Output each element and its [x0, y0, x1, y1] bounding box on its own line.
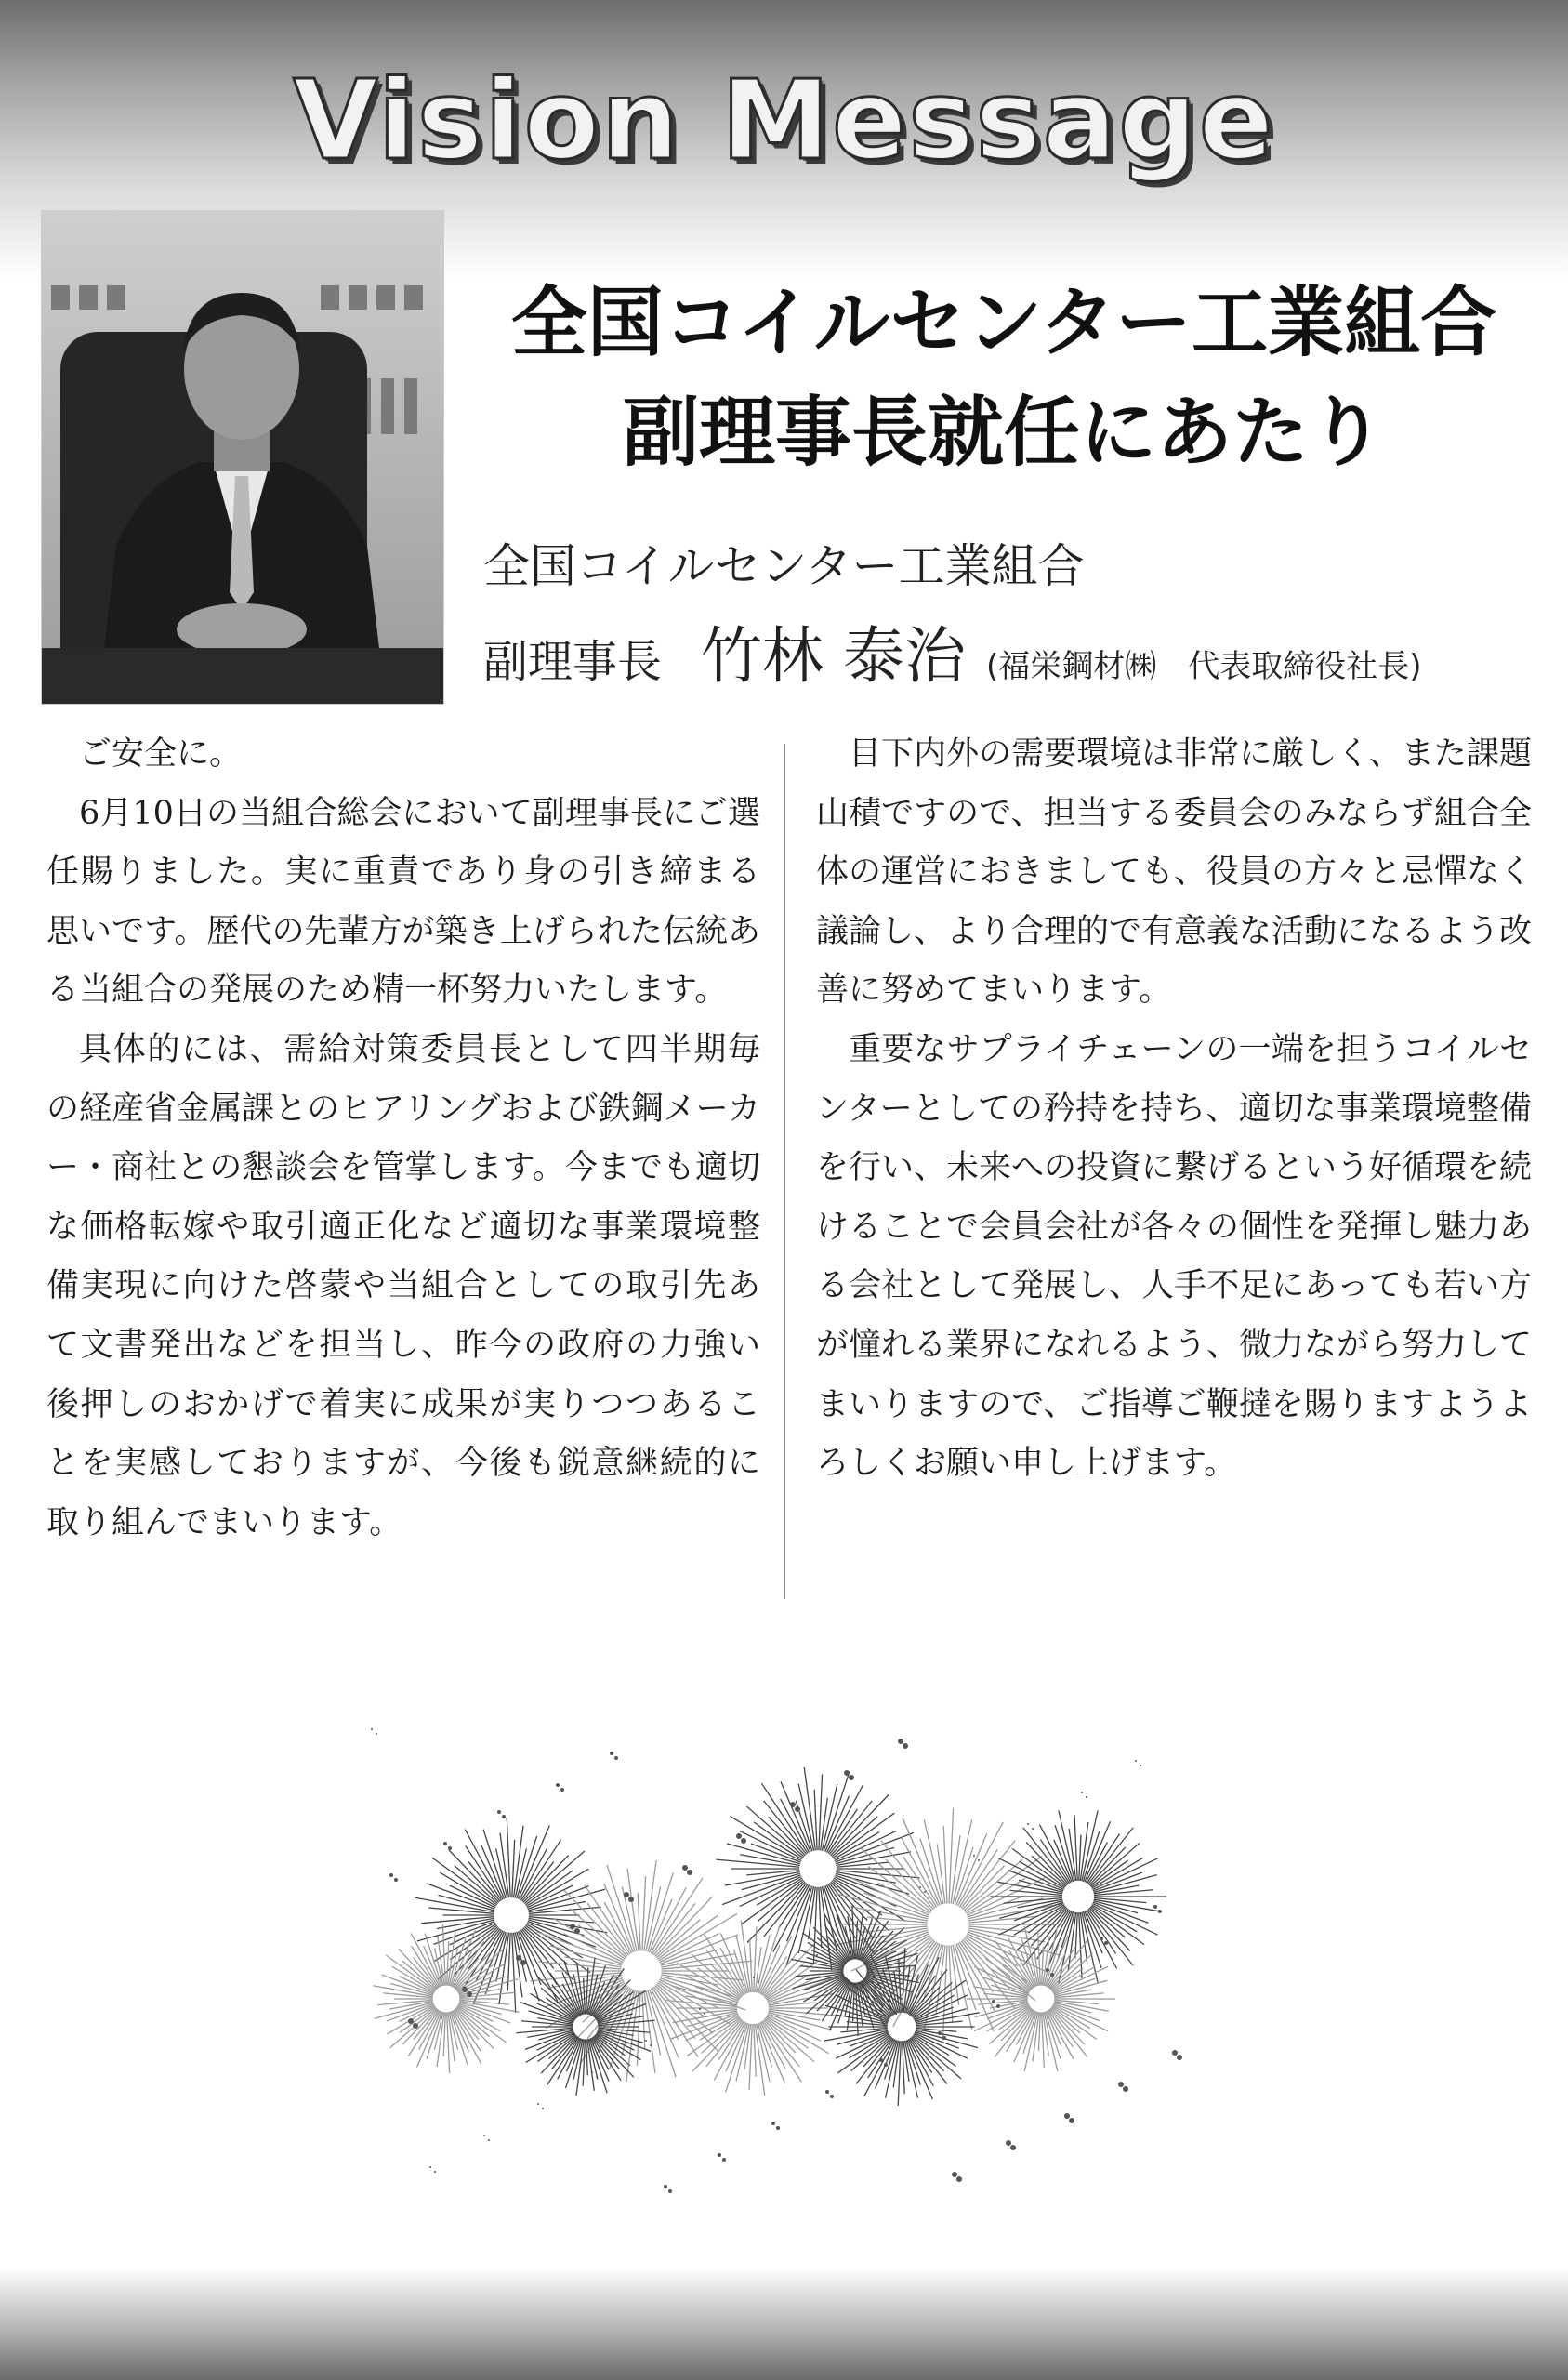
firework-burst [967, 1926, 1115, 2071]
author-byline [483, 537, 1543, 694]
article-title-line2: 副理事長就任にあたり [622, 388, 1385, 477]
firework-burst [716, 1767, 919, 1970]
body-column-left [46, 725, 760, 1553]
fireworks-illustration [335, 1692, 1227, 2213]
column-divider [784, 744, 785, 1599]
firework-burst [530, 1860, 752, 2082]
vision-message-header: Vision Message [293, 56, 1275, 184]
footer-gradient-band [0, 2268, 1568, 2380]
author-organization: 全国コイルセンター工業組合 [483, 539, 1085, 593]
article-title-line1: 全国コイルセンター工業組合 [510, 278, 1497, 367]
body-paragraph: 6月10日の当組合総会において副理事長にご選任賜りました。実に重責であり身の引き締まる思いです。歴代の先輩方が築き上げられた伝統ある当組合の発展のため精一杯努力いたします。 [46, 794, 760, 1010]
author-row [483, 606, 1543, 694]
body-paragraph: 目下内外の需要環境は非常に厳しく、また課題山積ですので、担当する委員会のみならず組合全体の運営におきましても、役員の方々と忌憚なく議論し、より合理的で有意義な活動になるよう改善に努めてまいります。 [816, 735, 1533, 1010]
firework-burst [516, 1958, 654, 2096]
body-paragraph: 重要なサプライチェーンの一端を担うコイルセンターとしての矜持を持ち、適切な事業環境整備を行い、未来への投資に繋げるという好循環を続けることで会員会社が各々の個性を発揮し魅力ある会社として発展し、人手不足にあっても若い方が憧れる業界になれるよう、微力ながら努力してまいりますので、ご指導ご鞭撻を賜りますようよろしくお願い申し上げます。 [816, 1030, 1533, 1483]
author-company: (福栄鋼材㈱ [986, 648, 1157, 685]
body-paragraph: 具体的には、需給対策委員長として四半期毎の経産省金属課とのヒアリングおよび鉄鋼メーカー・商社との懇談会を管掌します。今までも適切な価格転嫁や取引適正化など適切な事業環境整備実現に向けた啓蒙や当組合としての取引先あて文書発出などを担当し、昨今の政府の力強い後押しのおかげで着実に成果が実りつつあることを実感しておりますが、今後も鋭意継続的に取り組んでまいります。 [46, 1030, 760, 1541]
portrait-photo [41, 210, 444, 705]
author-role: 代表取締役社長) [1188, 648, 1422, 685]
body-column-right [816, 725, 1532, 1494]
body-paragraph: ご安全に。 [79, 735, 243, 773]
article-title [483, 268, 1524, 487]
author-position: 副理事長 [483, 636, 663, 688]
author-name: 竹林 泰治 [701, 620, 966, 692]
